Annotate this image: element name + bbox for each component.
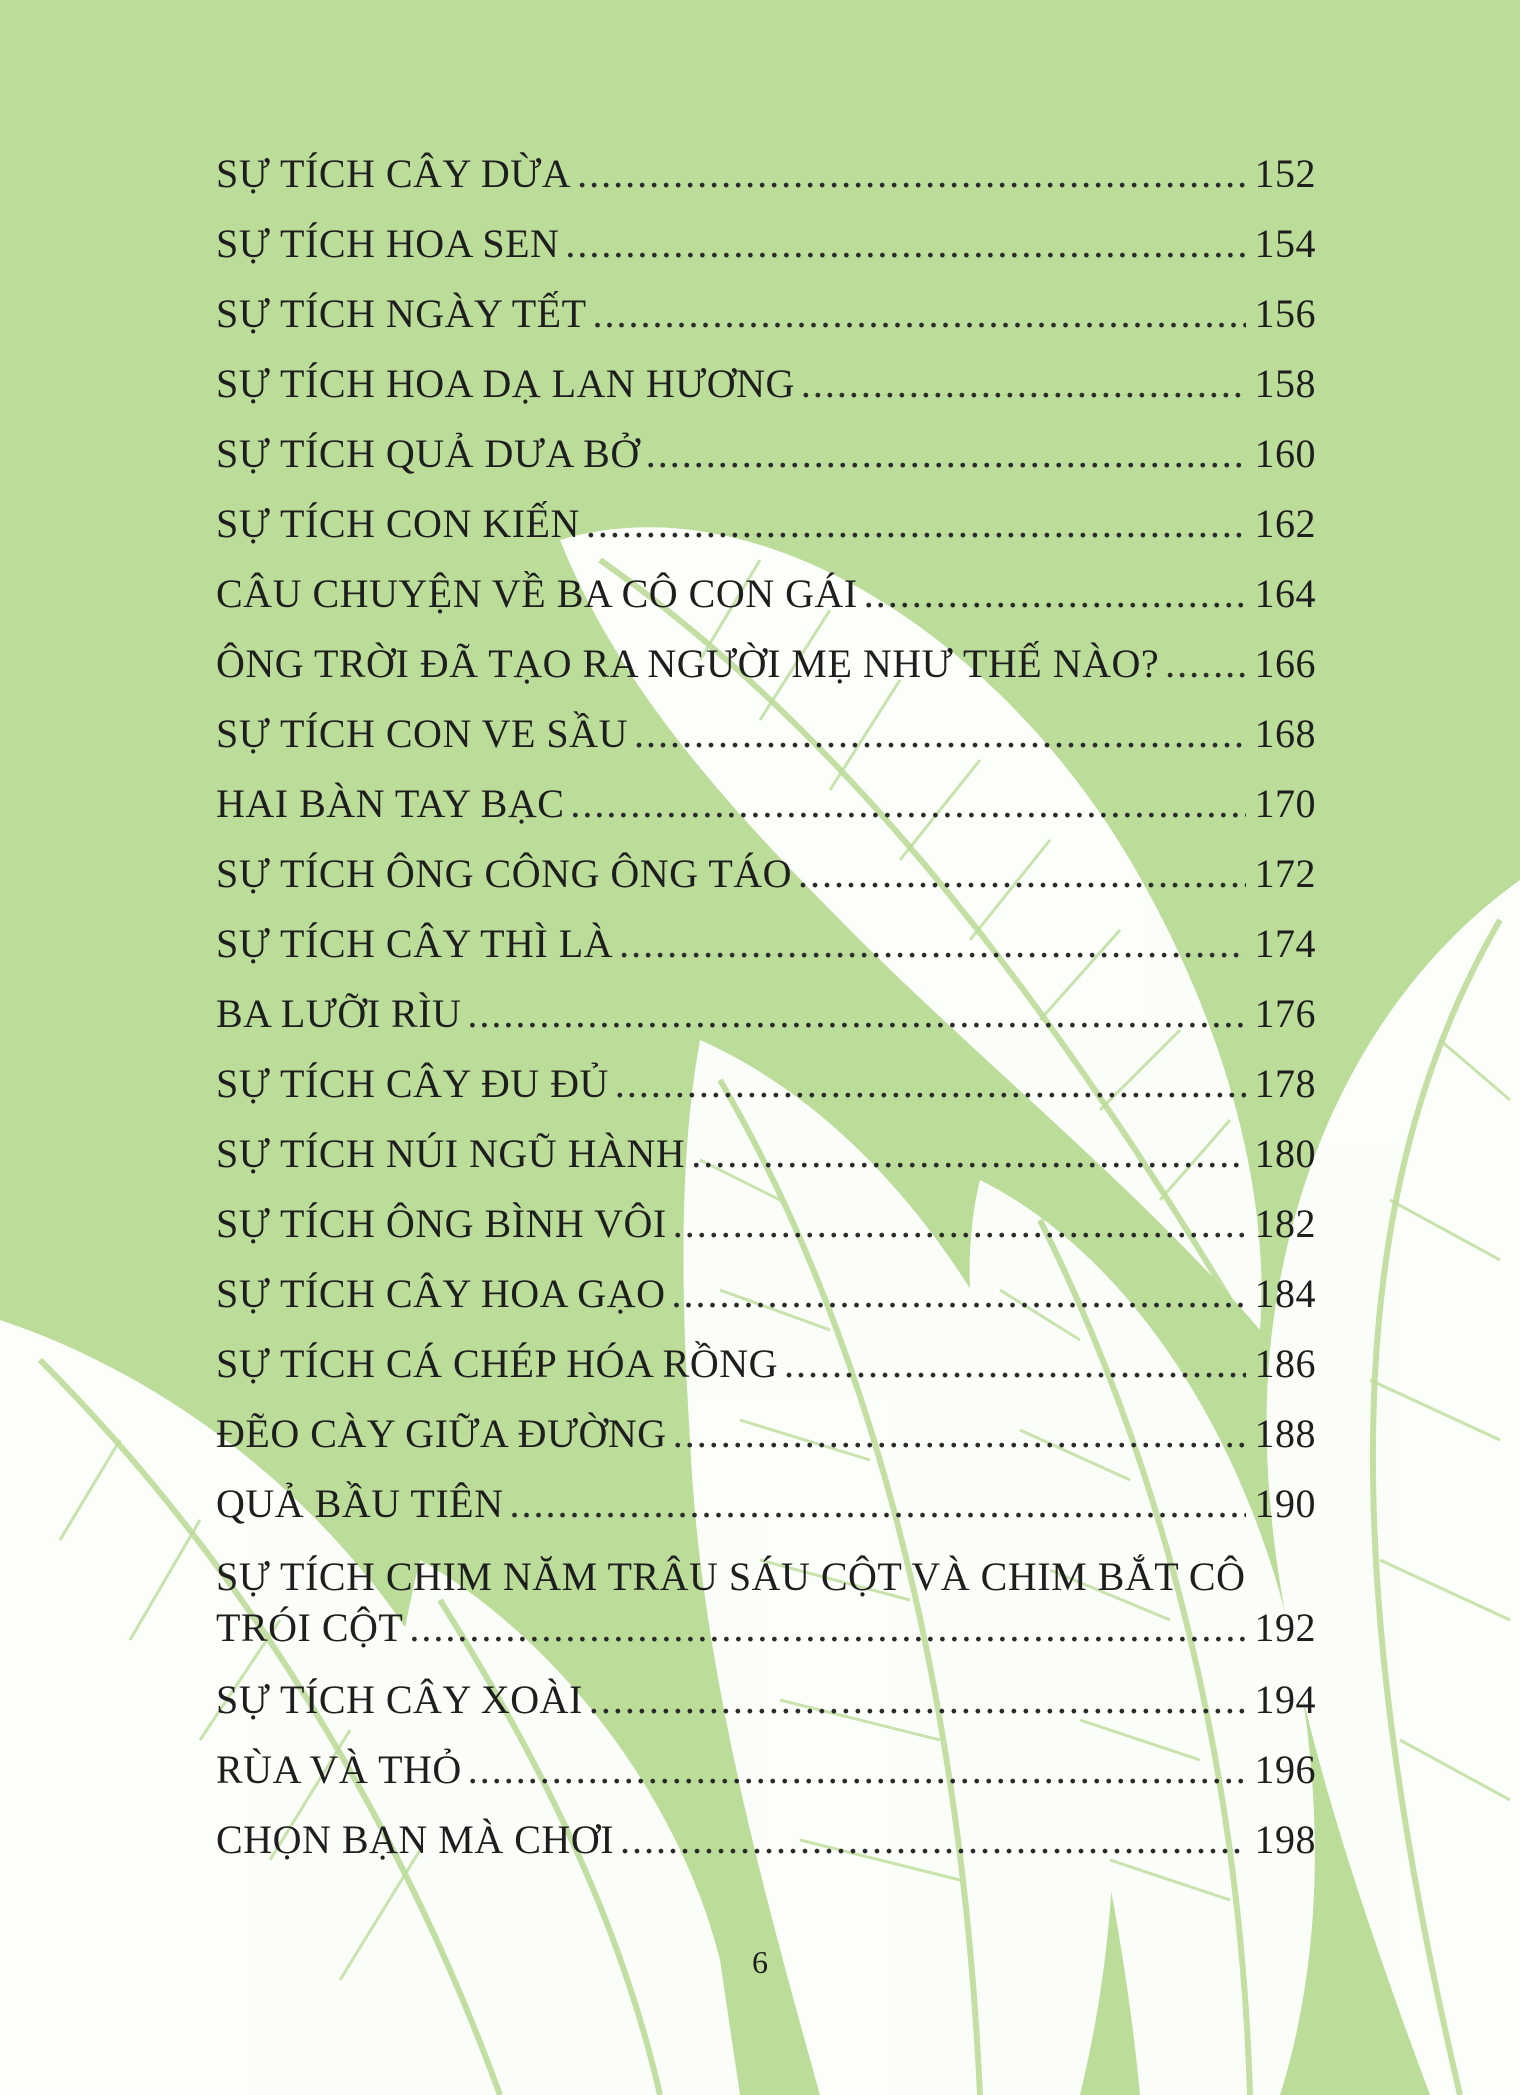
toc-entry[interactable] xyxy=(216,780,1316,850)
toc-entry[interactable] xyxy=(216,290,1316,360)
toc-entry-title: ÔNG TRỜI ĐÃ TẠO RA NGƯỜI MẸ NHƯ THẾ NÀO? xyxy=(216,641,1160,686)
toc-entry-title: HAI BÀN TAY BẠC xyxy=(216,781,565,826)
dot-leader xyxy=(615,1060,1246,1107)
toc-entry-page: 184 xyxy=(1254,1271,1316,1316)
toc-entry-title: SỰ TÍCH CÂY HOA GẠO xyxy=(216,1271,666,1316)
toc-entry-page: 182 xyxy=(1254,1201,1316,1246)
toc-entry-page: 176 xyxy=(1254,991,1316,1036)
dot-leader xyxy=(467,990,1246,1037)
toc-entry-title-line2: TRÓI CỘT xyxy=(216,1605,404,1650)
toc-entry[interactable] xyxy=(216,1480,1316,1550)
toc-entry-page: 186 xyxy=(1254,1341,1316,1386)
toc-entry-title: RÙA VÀ THỎ xyxy=(216,1747,462,1792)
toc-entry[interactable] xyxy=(216,1746,1316,1816)
toc-entry[interactable] xyxy=(216,1410,1316,1480)
dot-leader xyxy=(691,1130,1246,1177)
toc-entry[interactable] xyxy=(216,710,1316,780)
toc-entry[interactable] xyxy=(216,1550,1316,1676)
page-number: 6 xyxy=(752,1944,768,1980)
toc-entry-page: 174 xyxy=(1254,921,1316,966)
toc-entry-page: 156 xyxy=(1254,291,1316,336)
toc-entry-page: 154 xyxy=(1254,221,1316,266)
toc-entry-title: SỰ TÍCH QUẢ DƯA BỞ xyxy=(216,431,640,476)
toc-entry[interactable] xyxy=(216,990,1316,1060)
dot-leader xyxy=(864,570,1246,617)
toc-entry[interactable] xyxy=(216,1270,1316,1340)
toc-entry[interactable] xyxy=(216,1200,1316,1270)
toc-entry-page: 166 xyxy=(1254,641,1316,686)
toc-entry-title: BA LƯỠI RÌU xyxy=(216,991,462,1036)
dot-leader xyxy=(634,710,1246,757)
toc-entry-page: 178 xyxy=(1254,1061,1316,1106)
dot-leader xyxy=(570,780,1246,827)
dot-leader xyxy=(784,1340,1246,1387)
toc-entry-title: SỰ TÍCH CÂY ĐU ĐỦ xyxy=(216,1061,609,1106)
dot-leader xyxy=(673,1200,1246,1247)
toc-entry-title: SỰ TÍCH HOA SEN xyxy=(216,221,560,266)
dot-leader xyxy=(671,1270,1246,1317)
toc-entry-title: CÂU CHUYỆN VỀ BA CÔ CON GÁI xyxy=(216,571,858,616)
dot-leader xyxy=(801,360,1246,407)
toc-entry-page: 162 xyxy=(1254,501,1316,546)
toc-entry-title: SỰ TÍCH HOA DẠ LAN HƯƠNG xyxy=(216,361,795,406)
toc-entry-title: QUẢ BẦU TIÊN xyxy=(216,1481,504,1526)
toc-entry-page: 164 xyxy=(1254,571,1316,616)
toc-entry-page: 158 xyxy=(1254,361,1316,406)
toc-entry-title: SỰ TÍCH CÁ CHÉP HÓA RỒNG xyxy=(216,1341,778,1386)
toc-entry-page: 170 xyxy=(1254,781,1316,826)
toc-entry[interactable] xyxy=(216,920,1316,990)
toc-entry[interactable] xyxy=(216,220,1316,290)
toc-entry[interactable] xyxy=(216,1676,1316,1746)
toc-entry-page: 160 xyxy=(1254,431,1316,476)
dot-leader xyxy=(586,500,1246,547)
dot-leader xyxy=(577,150,1246,197)
toc-entry-title: SỰ TÍCH NGÀY TẾT xyxy=(216,291,587,336)
toc-entry-page: 172 xyxy=(1254,851,1316,896)
dot-leader xyxy=(619,920,1246,967)
toc-entry-title: SỰ TÍCH CON KIẾN xyxy=(216,501,580,546)
toc-entry-page: 190 xyxy=(1254,1481,1316,1526)
dot-leader xyxy=(565,220,1246,267)
toc-entry-title: ĐẼO CÀY GIỮA ĐƯỜNG xyxy=(216,1411,667,1456)
toc-entry-page: 198 xyxy=(1254,1817,1316,1862)
toc-entry[interactable] xyxy=(216,850,1316,920)
toc-entry-title: SỰ TÍCH CÂY THÌ LÀ xyxy=(216,921,614,966)
dot-leader xyxy=(509,1480,1246,1527)
toc-entry-title: SỰ TÍCH ÔNG CÔNG ÔNG TÁO xyxy=(216,851,793,896)
toc-entry[interactable] xyxy=(216,500,1316,570)
dot-leader xyxy=(646,430,1246,477)
dot-leader xyxy=(620,1816,1246,1863)
toc-entry-page: 196 xyxy=(1254,1747,1316,1792)
table-of-contents xyxy=(216,150,1316,1886)
toc-entry[interactable] xyxy=(216,1816,1316,1886)
toc-entry-title: SỰ TÍCH NÚI NGŨ HÀNH xyxy=(216,1131,686,1176)
toc-entry-title: SỰ TÍCH CÂY DỪA xyxy=(216,151,572,196)
toc-entry-page: 194 xyxy=(1254,1677,1316,1722)
toc-entry-title: SỰ TÍCH ÔNG BÌNH VÔI xyxy=(216,1201,667,1246)
toc-entry-page: 152 xyxy=(1254,151,1316,196)
toc-entry[interactable] xyxy=(216,1130,1316,1200)
toc-entry-title-line1: SỰ TÍCH CHIM NĂM TRÂU SÁU CỘT VÀ CHIM BẮT CÔ xyxy=(216,1554,1246,1599)
toc-entry[interactable] xyxy=(216,150,1316,220)
toc-entry[interactable] xyxy=(216,640,1316,710)
toc-entry-title: SỰ TÍCH CÂY XOÀI xyxy=(216,1677,583,1722)
toc-entry[interactable] xyxy=(216,430,1316,500)
toc-entry[interactable] xyxy=(216,1060,1316,1130)
toc-entry-title: SỰ TÍCH CON VE SẦU xyxy=(216,711,628,756)
dot-leader xyxy=(798,850,1246,897)
toc-entry-page: 180 xyxy=(1254,1131,1316,1176)
toc-entry[interactable] xyxy=(216,360,1316,430)
toc-entry[interactable] xyxy=(216,1340,1316,1410)
dot-leader xyxy=(589,1676,1246,1723)
toc-entry[interactable] xyxy=(216,570,1316,640)
toc-entry-page: 188 xyxy=(1254,1411,1316,1456)
dot-leader xyxy=(1165,640,1246,687)
dot-leader xyxy=(468,1746,1246,1793)
toc-entry-title: CHỌN BẠN MÀ CHƠI xyxy=(216,1817,615,1862)
dot-leader xyxy=(409,1604,1246,1651)
toc-entry-page: 168 xyxy=(1254,711,1316,756)
toc-entry-page: 192 xyxy=(1254,1605,1316,1650)
dot-leader xyxy=(593,290,1246,337)
dot-leader xyxy=(673,1410,1246,1457)
